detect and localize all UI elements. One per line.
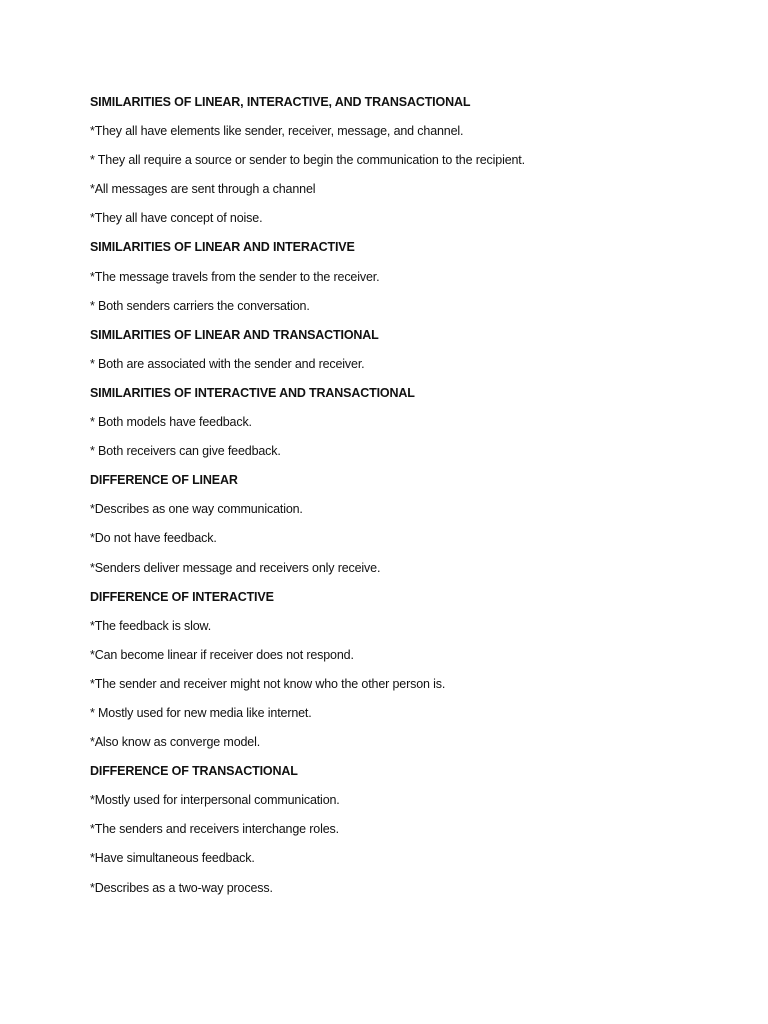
section-heading: DIFFERENCE OF LINEAR bbox=[90, 473, 238, 488]
bullet-line: * Both receivers can give feedback. bbox=[90, 444, 281, 459]
bullet-line: *Do not have feedback. bbox=[90, 531, 217, 546]
section-heading: SIMILARITIES OF LINEAR AND TRANSACTIONAL bbox=[90, 327, 379, 342]
bullet-line: * Both senders carriers the conversation. bbox=[90, 298, 310, 313]
section-heading: SIMILARITIES OF LINEAR, INTERACTIVE, AND TRANSACTIONAL bbox=[90, 95, 471, 109]
bullet-line: * Mostly used for new media like internet. bbox=[90, 705, 312, 720]
bullet-line: * Both are associated with the sender and receiver. bbox=[90, 356, 365, 371]
bullet-line: *Have simultaneous feedback. bbox=[90, 851, 255, 866]
bullet-line: *The sender and receiver might not know who the other person is. bbox=[90, 676, 446, 691]
section-heading: DIFFERENCE OF TRANSACTIONAL bbox=[90, 764, 298, 779]
bullet-line: *Also know as converge model. bbox=[90, 735, 261, 750]
bullet-line: *Describes as one way communication. bbox=[90, 502, 303, 517]
bullet-line: *They all have concept of noise. bbox=[90, 211, 263, 226]
bullet-line: *Senders deliver message and receivers only receive. bbox=[90, 560, 381, 575]
section-heading: SIMILARITIES OF LINEAR AND INTERACTIVE bbox=[90, 240, 355, 255]
bullet-line: *They all have elements like sender, receiver, message, and channel. bbox=[90, 124, 464, 139]
bullet-line: * They all require a source or sender to begin the communication to the recipient. bbox=[90, 153, 525, 168]
bullet-line: * Both models have feedback. bbox=[90, 415, 252, 430]
bullet-line: *Can become linear if receiver does not respond. bbox=[90, 647, 354, 662]
bullet-line: *The message travels from the sender to the receiver. bbox=[90, 269, 380, 284]
bullet-line: *The senders and receivers interchange roles. bbox=[90, 822, 339, 837]
bullet-line: *Describes as a two-way process. bbox=[90, 880, 273, 895]
document-body bbox=[90, 93, 730, 908]
bullet-line: *All messages are sent through a channel bbox=[90, 182, 316, 197]
bullet-line: *Mostly used for interpersonal communication. bbox=[90, 793, 340, 808]
section-heading: DIFFERENCE OF INTERACTIVE bbox=[90, 589, 274, 604]
section-heading: SIMILARITIES OF INTERACTIVE AND TRANSACTIONAL bbox=[90, 385, 415, 400]
bullet-line: *The feedback is slow. bbox=[90, 618, 212, 633]
